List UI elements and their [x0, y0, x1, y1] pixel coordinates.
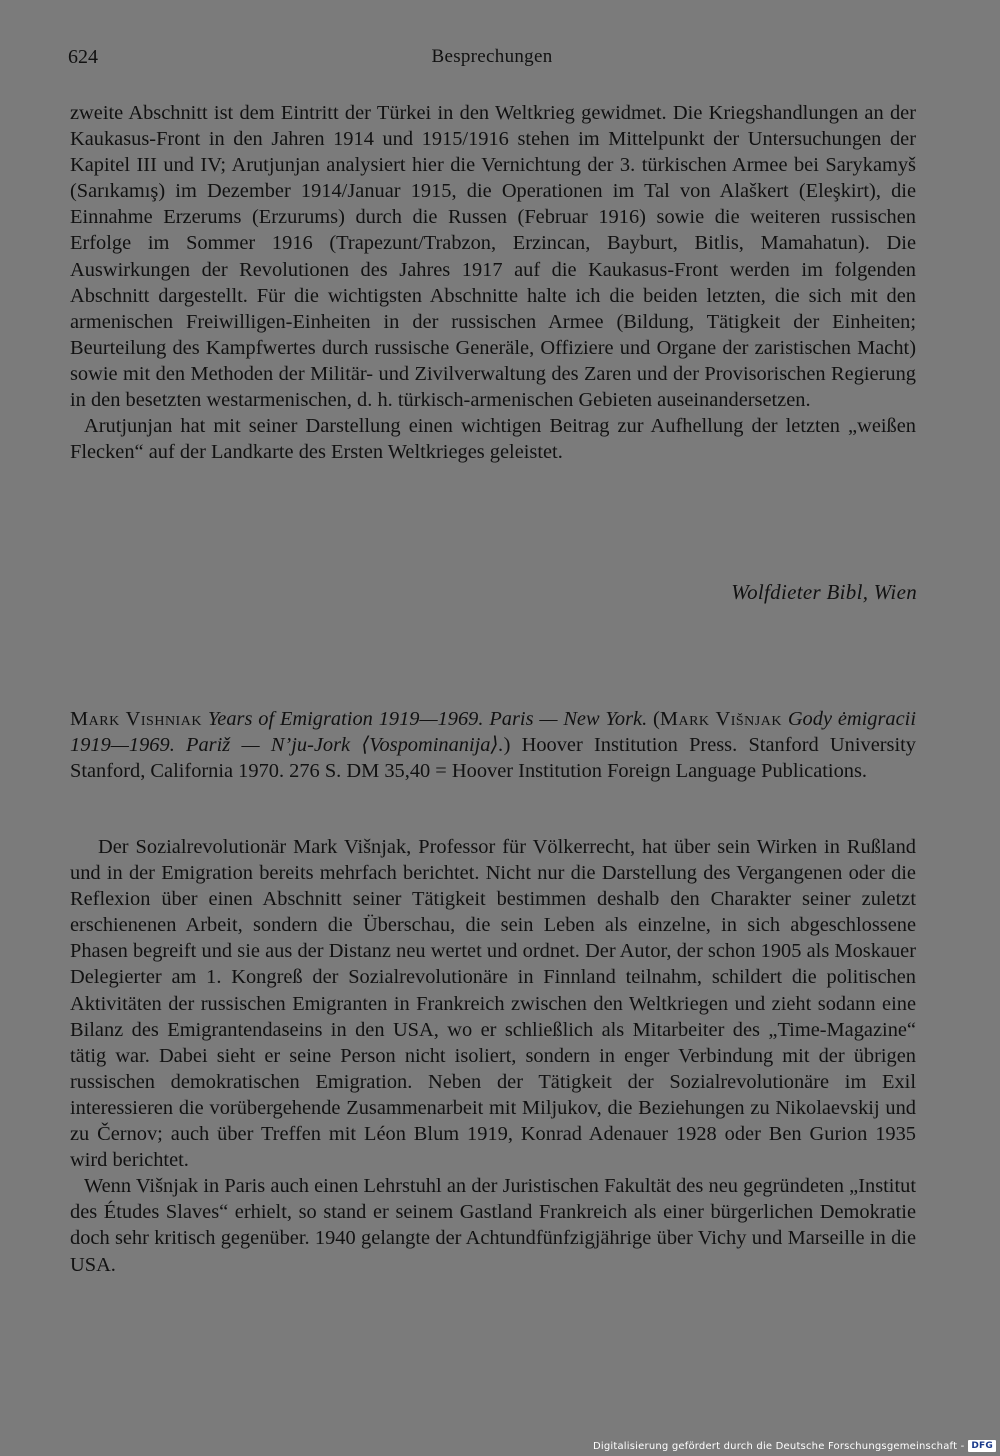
digitization-footer: [593, 1440, 996, 1452]
dfg-logo: DFG: [968, 1440, 996, 1452]
biblio-paren-open: (: [653, 708, 660, 730]
biblio-author: Mark Vishniak: [70, 708, 202, 730]
review-1-paragraph: zweite Abschnitt ist dem Eintritt der Türkei in den Weltkrieg gewidmet. Die Kriegshandlungen an der Kaukasus-Front in den Jahren 1914 und 1915/1916 stehen im Mittelpunkt der Untersuchungen der Kapitel III und IV; Arutjunjan analysiert hier die Vernichtung der 3. türkischen Armee bei Sarykamyš (Sarıkamış) im Dezember 1914/Januar 1915, die Operationen im Tal von Alaškert (Eleşkirt), die Einnahme Erzerums (Erzurums) durch die Russen (Februar 1916) sowie die weiteren russischen Erfolge im Sommer 1916 (Trapezunt/Trabzon, Erzincan, Bayburt, Bitlis, Mamahatun). Die Auswirkungen der Revolutionen des Jahres 1917 auf die Kaukasus-Front werden im folgenden Abschnitt dargestellt. Für die wichtigsten Abschnitte halte ich die beiden letzten, die sich mit den armenischen Freiwilligen-Einheiten in der russischen Armee (Bildung, Tätigkeit der Einheiten; Beurteilung des Kampfwertes durch russische Generäle, Offiziere und Organe der zaristischen Macht) sowie mit den Methoden der Militär- und Zivilverwaltung des Zaren und der Provisorischen Regierung in den besetzten westarmenischen, d. h. türkisch-armenischen Gebieten auseinandersetzen.: [70, 102, 916, 412]
review-1-signature: Wolfdieter Bibl, Wien: [731, 580, 917, 604]
footer-credit: Digitalisierung gefördert durch die Deutsche Forschungsgemeinschaft -: [592, 1440, 965, 1452]
review-2-body: [70, 834, 916, 1278]
biblio-paren-close: ): [503, 734, 511, 757]
biblio-publication: Hoover Institution Press. Stanford University Stanford, California 1970. 276 S. DM 35,40 = Hoover Institution Foreign Language Publications.: [70, 734, 916, 783]
review-1-body: [70, 100, 916, 465]
review-2-bibliographic-entry: [70, 706, 916, 784]
page-number: 624: [68, 46, 98, 68]
biblio-title-transliterated: Gody ėmigracii 1919—1969. Pariž — N’ju-Jork ⟨Vospominanija⟩.: [70, 708, 916, 757]
biblio-author-transliterated: Mark Višnjak: [659, 708, 782, 730]
review-2-paragraph: Wenn Višnjak in Paris auch einen Lehrstuhl an der Juristischen Fakultät des neu gegründeten „Institut des Études Slaves“ erhielt, so stand er seinem Gastland Frankreich als einer bürgerlichen Demokratie doch sehr kritisch gegenüber. 1940 gelangte der Achtundfünfzigjährige über Vichy und Marseille in die USA.: [70, 1175, 916, 1276]
review-2-paragraph: Der Sozialrevolutionär Mark Višnjak, Professor für Völkerrecht, hat über sein Wirken in Rußland und in der Emigration bereits mehrfach berichtet. Nicht nur die Darstellung des Vergangenen oder die Reflexion über einen Abschnitt seiner Tätigkeit bestimmen deshalb den Charakter seiner zuletzt erschienenen Arbeit, sondern die Überschau, die sein Leben als einzelne, in sich abgeschlossene Phasen begreift und sie aus der Distanz neu wertet und ordnet. Der Autor, der schon 1905 als Moskauer Delegierter am 1. Kongreß der Sozialrevolutionäre in Finnland teilnahm, schildert die politischen Aktivitäten der russischen Emigranten in Frankreich zwischen den Weltkriegen und zieht sodann eine Bilanz des Emigrantendaseins in den USA, wo er schließlich als Mitarbeiter des „Time-Magazine“ tätig war. Dabei sieht er seine Person nicht isoliert, sondern in enger Verbindung mit der übrigen russischen demokratischen Emigration. Neben der Tätigkeit der Sozialrevolutionäre im Exil interessieren die vorübergehende Zusammenarbeit mit Miljukov, die Beziehungen zu Nikolaevskij und zu Černov; auch über Treffen mit Léon Blum 1919, Konrad Adenauer 1928 oder Ben Gurion 1935 wird berichtet.: [70, 836, 916, 1172]
biblio-title: Years of Emigration 1919—1969. Paris — New York.: [207, 708, 648, 730]
running-head: Besprechungen: [431, 46, 553, 67]
page-header: [68, 46, 916, 78]
review-1-paragraph: Arutjunjan hat mit seiner Darstellung einen wichtigen Beitrag zur Aufhellung der letzten „weißen Flecken“ auf der Landkarte des Ersten Weltkrieges geleistet.: [70, 415, 916, 464]
